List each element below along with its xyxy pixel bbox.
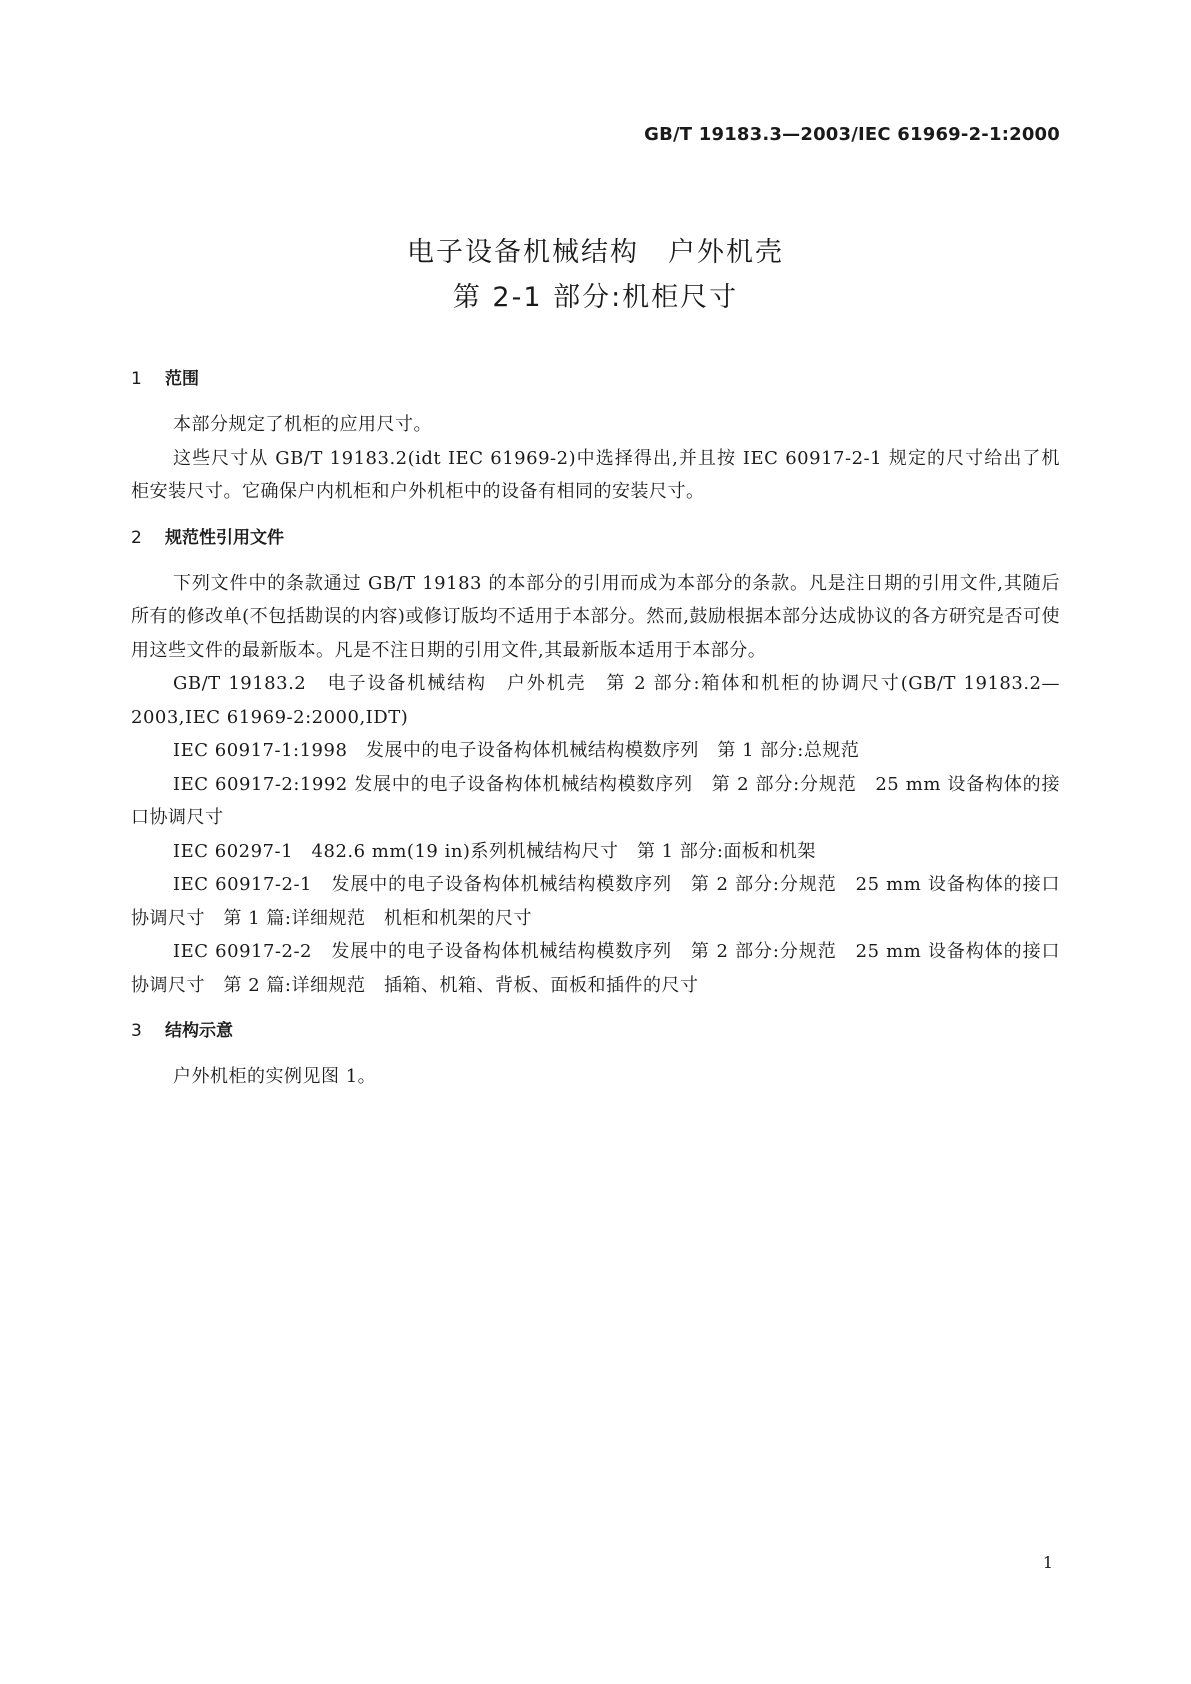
section-title: 规范性引用文件 <box>165 527 284 548</box>
section-scope <box>131 364 1060 509</box>
paragraph: 本部分规定了机柜的应用尺寸。 <box>173 414 432 435</box>
standard-code: GB/T 19183.3—2003/IEC 61969-2-1:2000 <box>644 124 1060 145</box>
paragraph: 下列文件中的条款通过 GB/T 19183 的本部分的引用而成为本部分的条款。凡是注日期的引用文件,其随后所有的修改单(不包括勘误的内容)或修订版均不适用于本部分。然而,鼓励根据本部分达成协议的各方研究是否可使用这些文件的最新版本。凡是不注日期的引用文件,其最新版本适用于本部分。 <box>131 572 1060 661</box>
section-title: 范围 <box>165 369 199 389</box>
title-line-1: 电子设备机械结构 户外机壳 <box>407 237 784 268</box>
section-title: 结构示意 <box>165 1021 233 1041</box>
reference-item: IEC 60917-2-1 发展中的电子设备构体机械结构模数序列 第 2 部分:分规范 25 mm 设备构体的接口协调尺寸 第 1 篇:详细规范 机柜和机架的尺寸 <box>131 874 1060 929</box>
section-number: 2 <box>131 527 142 548</box>
section-heading <box>131 523 1060 554</box>
paragraph: 户外机柜的实例见图 1。 <box>173 1066 377 1087</box>
reference-item: IEC 60917-2-2 发展中的电子设备构体机械结构模数序列 第 2 部分:分规范 25 mm 设备构体的接口协调尺寸 第 2 篇:详细规范 插箱、机箱、背板、面板和插件的尺寸 <box>131 941 1060 996</box>
reference-item: GB/T 19183.2 电子设备机械结构 户外机壳 第 2 部分:箱体和机柜的协调尺寸(GB/T 19183.2—2003,IEC 61969-2:2000,IDT) <box>131 673 1060 728</box>
reference-item: IEC 60297-1 482.6 mm(19 in)系列机械结构尺寸 第 1 部分:面板和机架 <box>173 840 816 862</box>
document-title <box>0 230 1191 320</box>
page-number: 1 <box>1042 1553 1053 1572</box>
reference-item: IEC 60917-1:1998 发展中的电子设备构体机械结构模数序列 第 1 部分:总规范 <box>173 740 860 761</box>
paragraph: 这些尺寸从 GB/T 19183.2(idt IEC 61969-2)中选择得出,并且按 IEC 60917-2-1 规定的尺寸给出了机柜安装尺寸。它确保户内机柜和户外机柜中的设备有相同的安装尺寸。 <box>131 447 1060 502</box>
section-heading <box>131 1016 1060 1047</box>
section-structure-illustration <box>131 1016 1060 1094</box>
document-body <box>131 364 1060 1094</box>
section-number: 3 <box>131 1021 142 1041</box>
section-heading <box>131 364 1060 395</box>
section-normative-references <box>131 523 1060 1003</box>
section-number: 1 <box>131 369 142 389</box>
title-line-2: 第 2-1 部分:机柜尺寸 <box>452 282 739 313</box>
reference-item: IEC 60917-2:1992 发展中的电子设备构体机械结构模数序列 第 2 部分:分规范 25 mm 设备构体的接口协调尺寸 <box>131 773 1060 828</box>
